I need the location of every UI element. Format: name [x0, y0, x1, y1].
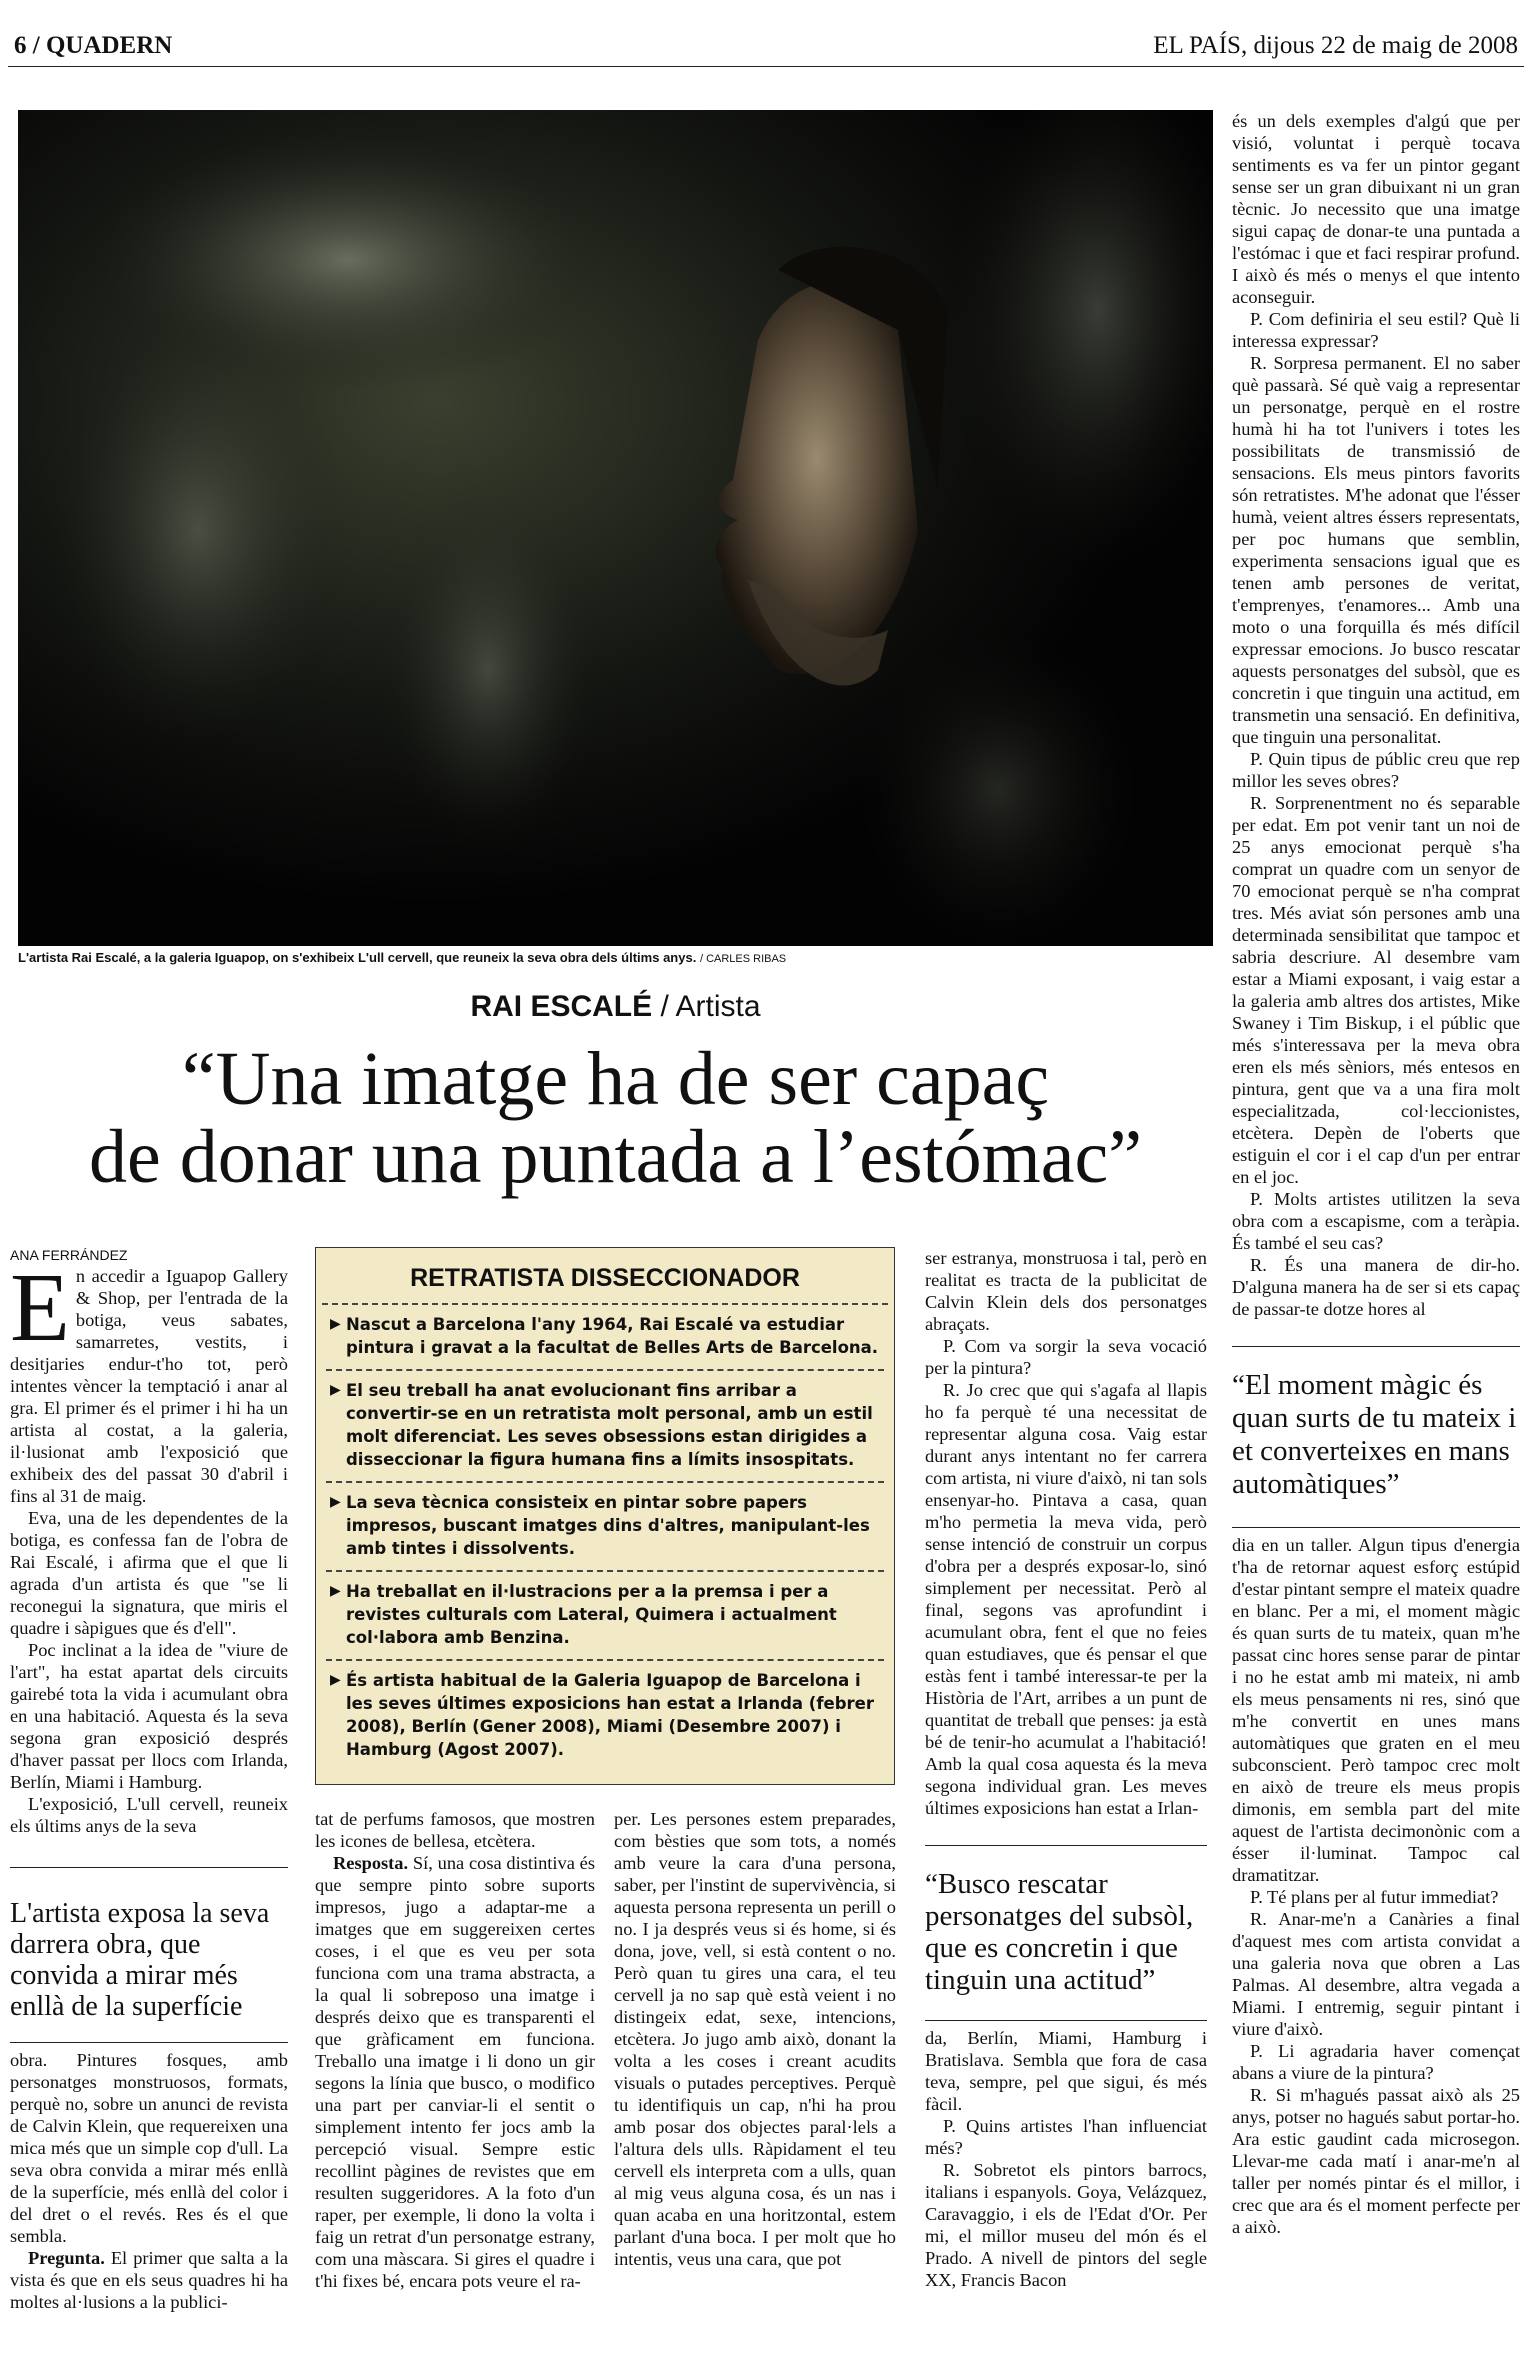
column-4 — [925, 1247, 1207, 2291]
col2-answer-1: Sí, una cosa distintiva és que sempre pinto sobre suports impresos, jugo a adaptar-me a imatges que em suggereixen certes coses, i el que es veu per sota funciona com una trama abstracta, a la qual li sobreposo una imatge i després deixo que es transparenti el que gràficament em funciona. Treballo una imatge i li dono un gir segons la línia que busco, o modifico una part per canviar-li el sentit o simplement intento fer jocs amb la percepció visual. Sempre estic recollint pàgines de revistes que em resulten suggeridores. A la foto d'un raper, per exemple, li dono la volta i faig un retrat d'un personatge estrany, com una màscara. Si gires el quadre i t'hi fixes bé, encara pots veure el ra- — [315, 1853, 595, 2291]
byline: ANA FERRÁNDEZ — [10, 1247, 128, 1263]
col5-answer-8: R. Si m'hagués passat això als 25 anys, potser no hagués sabut portar-ho. Ara estic gaudint cada microsegon. Llevar-me cada matí i anar-me'n al taller per només pintar és el millor, i crec que ara és el moment perfecte per a això. — [1232, 2085, 1520, 2237]
headline-line-1: “Una imatge ha de ser capaç — [181, 1037, 1050, 1121]
sidebar-title: RETRATISTA DISSECCIONADOR — [322, 1248, 888, 1305]
col4-question-2: P. Com va sorgir la seva vocació per la pintura? — [925, 1336, 1207, 1378]
sidebar-item-text: Nascut a Barcelona l'any 1964, Rai Escalé va estudiar pintura i gravat a la facultat de Belles Arts de Barcelona. — [346, 1315, 879, 1357]
col4-pullquote: “Busco rescatar personatges del subsòl, que es concretin i que tinguin una actitud” — [925, 1845, 1207, 1996]
paper-date: EL PAÍS, dijous 22 de maig de 2008 — [1153, 32, 1518, 59]
sidebar-item-text: La seva tècnica consisteix en pintar sobre papers impresos, buscant imatges dins d'altres, manipulant-les amb tintes i dissolvents. — [346, 1493, 870, 1558]
question-label: Pregunta. — [28, 2248, 105, 2268]
col5-question-4: P. Com definiria el seu estil? Què li interessa expressar? — [1232, 309, 1520, 351]
col5-question-6: P. Molts artistes utilitzen la seva obra com a escapisme, com a teràpia. És també el seu cas? — [1232, 1189, 1520, 1253]
photo-credit: / CARLES RIBAS — [699, 953, 787, 965]
arrow-icon: ▶ — [330, 1672, 341, 1688]
col3-paragraph-1: per. Les persones estem preparades, com bèsties que som tots, a només amb veure la cara d'una persona, saber, per l'instint de supervivència, si aquesta persona representa un perill o no. I ja després veus si és home, si és dona, jove, vell, si està content o no. Però quan tu gires una cara, el teu cervell ja no sap què està veient i no distingeix edat, sexe, intencions, etcètera. Jo jugo amb això, donant la volta a les coses i creant acudits visuals o putades perceptives. Perquè tu identifiquis un cap, n'hi ha prou amb posar dos objectes paral·lels a l'altura dels ulls. Ràpidament el teu cervell els interpreta com a ulls, quan al mig veus alguna cosa, és un nas i quan acaba en una horitzontal, estem parlant d'una boca. I per molt que ho intentis, veus una cara, que pot — [614, 1809, 896, 2269]
column-2 — [315, 1808, 595, 2292]
sidebar-box — [315, 1247, 895, 1785]
sidebar-item — [326, 1483, 884, 1572]
caption-text: L'artista Rai Escalé, a la galeria Iguapop, on s'exhibeix L'ull cervell, que reuneix la seva obra dels últims anys. — [18, 950, 697, 965]
col1-paragraph-3: Poc inclinat a la idea de "viure de l'art", ha estat apartat dels circuits gairebé tota la vida i acumulant obra en una habitació. Aquesta és la seva segona gran exposició després d'haver passat per llocs com Irlanda, Berlín, Miami i Hamburg. — [10, 1640, 288, 1792]
kicker — [18, 990, 1213, 1024]
col1-question-1: El primer que salta a la vista és que en els seus quadres hi ha moltes al·lusions a la publici- — [10, 2248, 288, 2312]
col5-answer-6: R. És una manera de dir-ho. D'alguna manera ha de ser si ets capaç de passar-te dotze hores al — [1232, 1255, 1520, 1319]
kicker-name: RAI ESCALÉ — [470, 990, 653, 1023]
arrow-icon: ▶ — [330, 1494, 341, 1510]
col5-paragraph-2: dia en un taller. Algun tipus d'energia t'ha de retornar aquest esforç estúpid d'estar pintant sempre el mateix quadre en blanc. Per a mi, el moment màgic és quan surts de tu mateix, quan m'he passat cinc hores sense parar de pintar i no he estat amb mi mateix, ni amb els meus pensaments ni res, sinó que m'he convertit en unes mans automàtiques que graten en el meu subconscient. Però tampoc crec molt en això de treure els meus propis dimonis, em sembla part del mite aquest de l'artista decimonònic com a ésser il·luminat. Tampoc cal dramatitzar. — [1232, 1527, 1520, 1886]
col5-pullquote: “El moment màgic és quan surts de tu mateix i et converteixes en mans automàtiques” — [1232, 1346, 1520, 1501]
col5-answer-7: R. Anar-me'n a Canàries a final d'aquest mes com artista convidat a una galeria nova que obren a Las Palmas. Al desembre, altra vegada a Miami. I entremig, seguir pintant i viure d'això. — [1232, 1909, 1520, 2039]
sidebar-item — [326, 1305, 884, 1371]
col4-answer-3: R. Sobretot els pintors barrocs, italians i espanyols. Goya, Velázquez, Caravaggio, i els de l'Edat d'Or. Per mi, el millor museu del món és el Prado. A nivell de pintors del segle XX, Francis Bacon — [925, 2160, 1207, 2290]
col2-paragraph-1: tat de perfums famosos, que mostren les icones de bellesa, etcètera. — [315, 1809, 595, 1851]
col5-answer-5: R. Sorprenentment no és separable per edat. Em pot venir tant un noi de 25 anys emocionat perquè s'ha comprat un quadre com un senyor de 70 emocionat perquè se n'ha comprat tres. Més aviat són persones amb una determinada sensibilitat que tampoc et sabria descriure. Al desembre vam estar a Miami exposant, i vaig estar a la galeria amb altres dos artistes, Mike Swaney i Tim Biskup, i el públic que més s'interessava per la meva obra eren els més sèniors, més entesos en pintura, gent que va a una fira molt especialitzada, col·leccionistes, etcètera. Depèn de l'oberts que estiguin el cor i el cap d'un per entrar en el joc. — [1232, 793, 1520, 1187]
col4-paragraph-1: ser estranya, monstruosa i tal, però en realitat es tracta de la publicitat de Calvin Klein dels dos personatges abraçats. — [925, 1248, 1207, 1334]
col5-paragraph-1: és un dels exemples d'algú que per visió, voluntat i perquè tocava sentiments es va fer un pintor gegant sense ser un gran dibuixant ni un gran tècnic. Jo necessito que una imatge sigui capaç de donar-te una puntada a l'estómac i que et faci respirar profund. I això és més o menys el que intento aconseguir. — [1232, 111, 1520, 307]
col5-answer-4: R. Sorpresa permanent. El no saber què passarà. Sé què vaig a representar un personatge, perquè en el rostre humà hi ha tot l'univers i totes les possibilitats de transmissió de sensacions. Els meus pintors favorits són retratistes. M'he adonat que l'ésser humà, veient altres éssers representats, per poc humans que semblin, experimenta sensacions igual que es tenen amb persones de veritat, t'emprenyes, t'enamores... Amb una moto o una forquilla és més difícil expressar emocions. Jo busco rescatar aquests personatges del subsòl, que es concretin i que tinguin una actitud, em transmetin una sensació. En definitiva, que tinguin una personalitat. — [1232, 353, 1520, 747]
col5-question-7: P. Té plans per al futur immediat? — [1250, 1887, 1499, 1907]
headline — [18, 1037, 1213, 1199]
column-3 — [614, 1808, 896, 2270]
col4-answer-2: R. Jo crec que qui s'agafa al llapis ho fa perquè té una necessitat de representar alguna cosa. Vaig estar durant anys intentant no fer carrera com artista, ni viure d'això, ni tan sols ensenyar-ho. Pintava a casa, quan m'ho permetia la meva vida, però sense intenció de construir un corpus d'obra per a després exposar-lo, sinó simplement per necessitat. Però al final, segons vas aprofundint i acumulant obra, fent el que no feies quan estudiaves, que és pensar el que estàs fent i també interessar-te per la Història de l'Art, arribes a un punt de quantitat de treball que penses: ja està bé de tenir-ho acumulat a l'habitació! Amb la qual cosa aquesta és la meva segona individual gran. Les meves últimes exposicions han estat a Irlan- — [925, 1380, 1207, 1818]
col1-pullquote: L'artista exposa la seva darrera obra, que convida a mirar més enllà de la superfície — [10, 1867, 288, 2022]
col4-question-3: P. Quins artistes l'han influenciat més? — [925, 2116, 1207, 2158]
col4-paragraph-2: da, Berlín, Miami, Hamburg i Bratislava. Sembla que fora de casa teva, sempre, pel que sigui, és més fàcil. — [925, 2020, 1207, 2115]
arrow-icon: ▶ — [330, 1382, 341, 1398]
sidebar-item-text: És artista habitual de la Galeria Iguapop de Barcelona i les seves últimes exposicions han estat a Irlanda (febrer 2008), Berlín (Gener 2008), Miami (Desembre 2007) i Hamburg (Agost 2007). — [346, 1671, 874, 1759]
sidebar-item-text: Ha treballat en il·lustracions per a la premsa i per a revistes culturals com Lateral, Quimera i actualment col·labora amb Benzina. — [346, 1582, 837, 1647]
sidebar-item — [326, 1661, 884, 1771]
sidebar-item — [326, 1371, 884, 1483]
kicker-role: / Artista — [660, 990, 761, 1023]
col1-paragraph-2: Eva, una de les dependentes de la botiga, es confessa fan de l'obra de Rai Escalé, i afirma que el que li agrada d'un artista és que "se li reconegui la signatura, que miris el quadre i sàpigues que és d'ell". — [10, 1508, 288, 1638]
dropcap: E — [10, 1254, 70, 1362]
section-label: 6 / QUADERN — [14, 32, 173, 59]
artist-photo — [18, 110, 1213, 946]
col5-question-5: P. Quin tipus de públic creu que rep millor les seves obres? — [1232, 749, 1520, 791]
page-header — [8, 30, 1524, 67]
answer-label: Resposta. — [333, 1853, 409, 1873]
photo-caption — [18, 950, 1213, 965]
sidebar-item — [326, 1572, 884, 1661]
col1-paragraph-4: L'exposició, L'ull cervell, reuneix els últims anys de la seva — [10, 1794, 288, 1836]
col1-paragraph-1: n accedir a Iguapop Gallery & Shop, per l'entrada de la botiga, veus sabates, samarretes, vestits, i desitjaries endur-t'ho tot, però intentes vèncer la temptació i anar al gra. El primer és el primer i hi ha un artista al costat, a la galeria, il·lusionat amb l'exposició que exhibeix des del passat 30 d'abril i fins al 31 de maig. — [10, 1266, 288, 1506]
column-5 — [1232, 110, 1520, 2238]
arrow-icon: ▶ — [330, 1316, 341, 1332]
col5-question-8: P. Li agradaria haver començat abans a viure de la pintura? — [1232, 2041, 1520, 2083]
sidebar-item-text: El seu treball ha anat evolucionant fins arribar a convertir-se en un retratista molt personal, amb un estil molt diferenciat. Les seves obsessions estan dirigides a disseccionar la figura humana fins a límits insospitats. — [346, 1381, 873, 1469]
col1-paragraph-5: obra. Pintures fosques, amb personatges monstruosos, formats, perquè no, sobre un anunci de revista de Calvin Klein, que requereixen una mica més que un simple cop d'ull. La seva obra convida a mirar més enllà de la superfície, més enllà del color i del dret o el revés. Res és el que sembla. — [10, 2042, 288, 2247]
headline-line-2: de donar una puntada a l’estómac” — [89, 1115, 1142, 1199]
column-1 — [10, 1247, 288, 2313]
arrow-icon: ▶ — [330, 1583, 341, 1599]
